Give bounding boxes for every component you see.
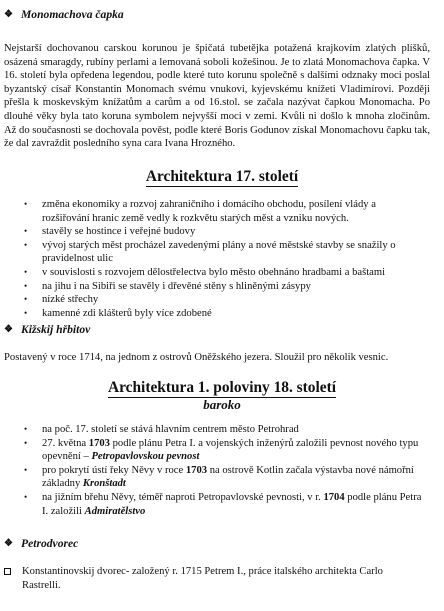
architecture-17-title (0, 168, 444, 186)
architecture-18-title (0, 379, 444, 397)
list-item: • 27. května 1703 podle plánu Petra I. a vojenských inženýrů založili pevnost nového typu opevnění – Petropavlovskou pevnost (24, 437, 419, 463)
diamond-bullet-icon: ❖ (4, 9, 13, 20)
list-item: • na jihu i na Sibiři se stavěly i dřevěné stěny s hliněnými zásypy (24, 280, 311, 292)
kizskij-paragraph: Postavený v roce 1714, na jednom z ostrovů Oněžského jezera. Sloužil pro několik vesnic. (4, 352, 389, 363)
architecture-18-title-text: Architektura 1. poloviny 18. století (107, 379, 336, 396)
architecture-17-list (0, 198, 430, 320)
list-item: • změna ekonomiky a rozvoj zahraničního i domácího obchodu, posílení vlády a rozšiřování hranic země vedly k rozkvětu starých měst a vzniku nových. (24, 199, 376, 224)
list-item: • kamenné zdi klášterů byly více zdobené (24, 307, 212, 319)
section-heading-kizskij (4, 323, 436, 337)
section-heading-text: Monomachova čapka (21, 8, 124, 21)
list-item: Konstantinovskij dvorec- založený r. 1715 Petrem I., práce italského architekta Carlo Rastrelli. (0, 565, 430, 592)
list-item: • na poč. 17. století se stává hlavním centrem město Petrohrad (24, 424, 299, 435)
list-item: • stavěly se hostince i veřejné budovy (24, 226, 196, 238)
monomachova-paragraph: Nejstarší dochovanou carskou korunou je špičatá tubetějka potažená krajkovím zlatých plíšků, osázená smaragdy, rubíny perlami a lemovaná soboli kožešinou. Je to zlatá Monomachova čapka. V 16. století byla opředena legendou, podle které tuto korunu společně s dalšími odznaky moci poslal byzantský císař Konstantin Monomach svému vnukovi, kyjevskému knížeti Vladimírovi. Později přešla k moskevským knížatům a carům a od 16.stol. se začala nazývat čapkou Monomacha. Po dlouhé věky byla tato koruna symbolem nejvyšší moci v zemi. Kvůli ni došlo k mnoha zločinům. Až do současnosti se dochovala pověst, podle které Boris Godunov získal Monomachovu čapku tak, že dal zavraždit posledního syna cara Ivana Hrozného. (4, 43, 430, 150)
bullet-icon: • (24, 199, 28, 209)
bullet-icon: • (24, 280, 28, 291)
list-item: • nízké střechy (24, 294, 99, 306)
bullet-icon: • (24, 307, 28, 318)
baroko-subtitle: baroko (203, 397, 241, 412)
petrodvorec-list (0, 565, 430, 592)
architecture-17-title-text: Architektura 17. století (145, 168, 299, 185)
section-heading-petrodvorec (4, 537, 436, 551)
list-item: • vývoj starých měst procházel zavedenými plány a nové městské stavby se snažily o pravidelnost ulic (24, 239, 396, 265)
bullet-icon: • (24, 424, 28, 434)
diamond-bullet-icon: ❖ (4, 538, 13, 549)
bullet-icon: • (24, 294, 28, 305)
section-heading-text: Petrodvorec (21, 537, 79, 550)
bullet-icon: • (24, 266, 28, 277)
diamond-bullet-icon: ❖ (4, 324, 13, 335)
list-item: • pro pokrytí ústí řeky Něvy v roce 1703 na ostrově Kotlin začala výstavba nové námořní základny Kronštadt (24, 464, 414, 490)
bullet-icon: • (24, 226, 28, 237)
bullet-icon: • (24, 491, 28, 502)
bullet-icon: • (24, 464, 28, 475)
list-item: • v souvislosti s rozvojem dělostřelectva bylo město obehnáno hradbami a baštami (24, 266, 386, 278)
architecture-18-list (0, 423, 430, 518)
section-heading-text: Kižskij hřbitov (21, 323, 91, 336)
bullet-icon: • (24, 437, 28, 448)
section-heading-monomachova (4, 8, 436, 22)
bullet-icon: • (24, 239, 28, 250)
square-bullet-icon (4, 568, 11, 575)
list-item: • na jižním břehu Něvy, téměř naproti Petropavlovské pevnosti, v r. 1704 podle plánu Petra I. založili Admiratělstvo (24, 491, 422, 517)
